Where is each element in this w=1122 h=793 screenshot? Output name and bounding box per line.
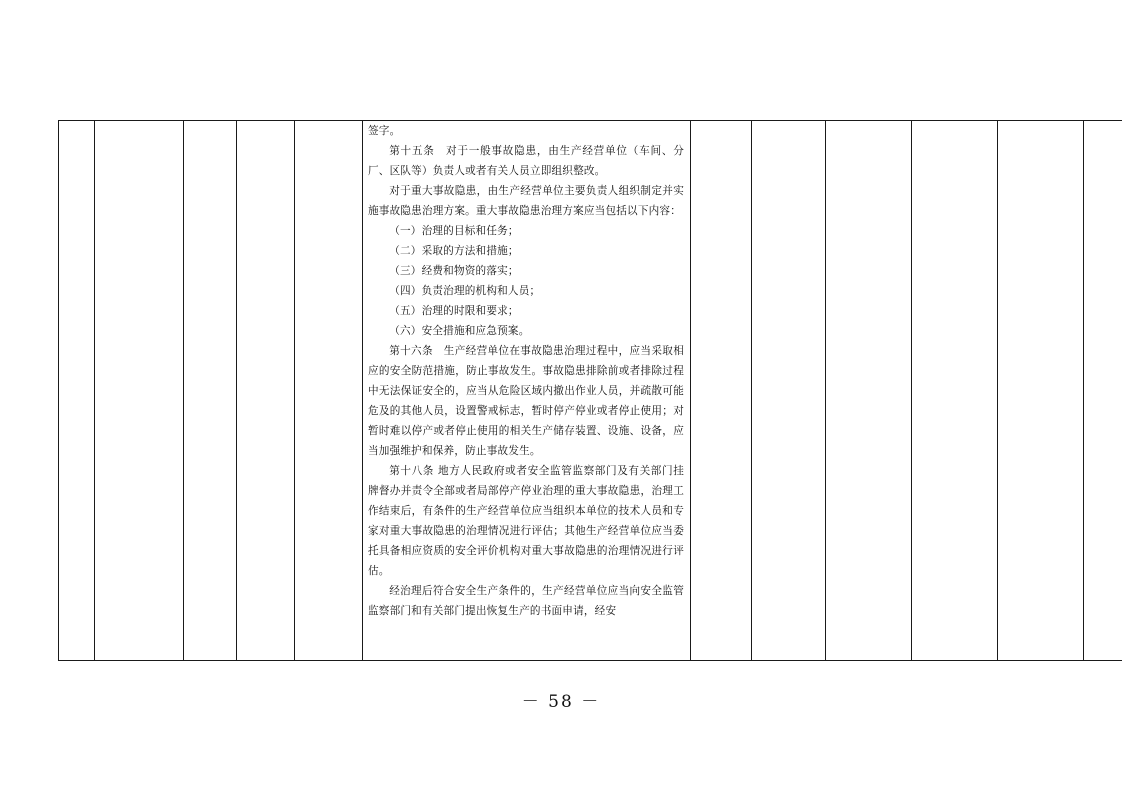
regulation-text-content <box>363 121 690 660</box>
paragraph: （三）经费和物资的落实； <box>389 265 519 277</box>
table-cell-5 <box>295 121 363 661</box>
table-cell-9 <box>826 121 912 661</box>
table-cell-7 <box>691 121 752 661</box>
table-cell-10 <box>912 121 998 661</box>
paragraph: （一）治理的目标和任务； <box>389 225 519 237</box>
table-cell-11 <box>998 121 1084 661</box>
paragraph: 对于重大事故隐患，由生产经营单位主要负责人组织制定并实施事故隐患治理方案。重大事故隐患治理方案应当包括以下内容： <box>368 185 684 217</box>
paragraph: （二）采取的方法和措施； <box>389 245 519 257</box>
paragraph: 签字。 <box>368 125 401 137</box>
page-number: － 58 － <box>521 692 601 712</box>
paragraph: （六）安全措施和应急预案。 <box>389 325 530 337</box>
table-cell-1 <box>59 121 95 661</box>
regulation-text-cell <box>363 121 691 661</box>
paragraph: 第十六条 生产经营单位在事故隐患治理过程中，应当采取相应的安全防范措施，防止事故发生。事故隐患排除前或者排除过程中无法保证安全的，应当从危险区域内撤出作业人员，并疏散可能危及的其他人员，设置警戒标志，暂时停产停业或者停止使用；对暂时难以停产或者停止使用的相关生产储存装置、设施、设备，应当加强维护和保养，防止事故发生。 <box>368 345 684 457</box>
paragraph: （四）负责治理的机构和人员； <box>389 285 541 297</box>
document-table <box>58 120 1122 661</box>
paragraph: 第十五条 对于一般事故隐患，由生产经营单位（车间、分厂、区队等）负责人或者有关人员立即组织整改。 <box>368 145 684 177</box>
paragraph: 经治理后符合安全生产条件的，生产经营单位应当向安全监管监察部门和有关部门提出恢复生产的书面申请，经安 <box>368 585 684 617</box>
paragraph: （五）治理的时限和要求； <box>389 305 519 317</box>
paragraph: 第十八条 地方人民政府或者安全监管监察部门及有关部门挂牌督办并责令全部或者局部停产停业治理的重大事故隐患，治理工作结束后，有条件的生产经营单位应当组织本单位的技术人员和专家对重大事故隐患的治理情况进行评估；其他生产经营单位应当委托具备相应资质的安全评价机构对重大事故隐患的治理情况进行评估。 <box>368 465 684 577</box>
table-cell-3 <box>184 121 237 661</box>
table-cell-8 <box>752 121 826 661</box>
table-cell-12 <box>1084 121 1122 661</box>
table-row <box>59 121 1122 661</box>
table-cell-2 <box>95 121 184 661</box>
table-cell-4 <box>237 121 295 661</box>
